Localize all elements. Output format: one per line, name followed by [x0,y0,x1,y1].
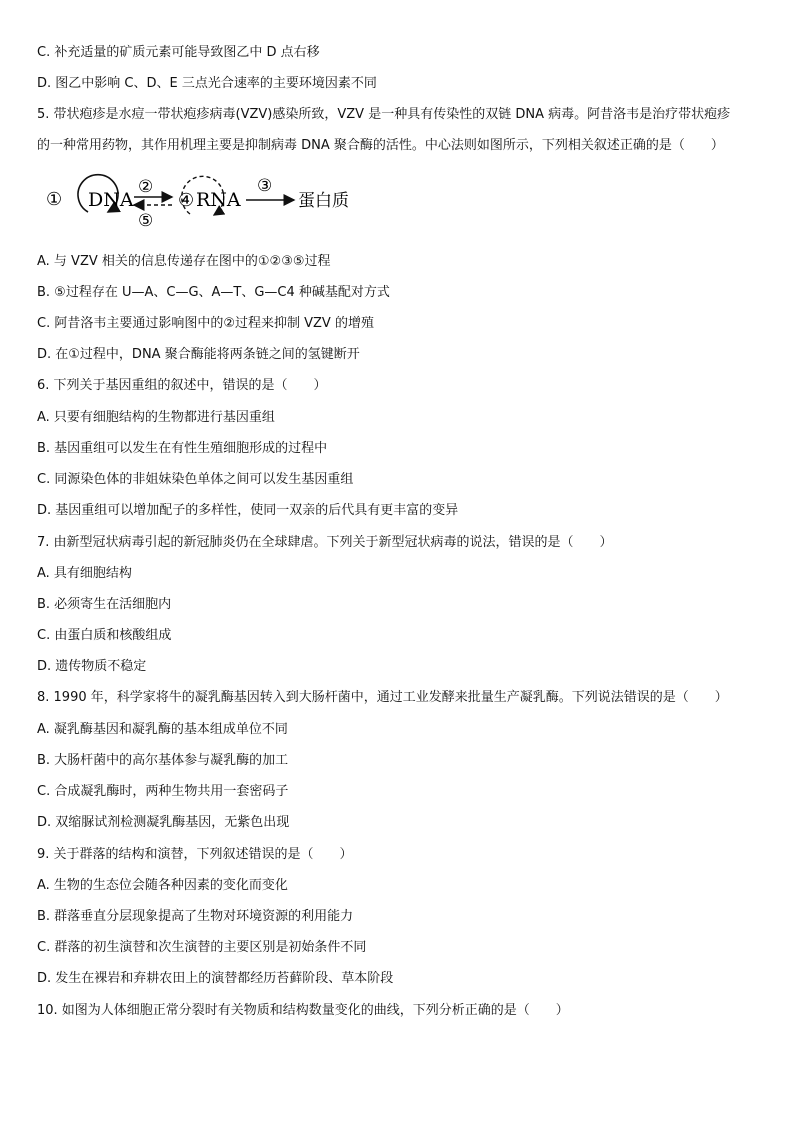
q7-option-b: B. 必须寄生在活细胞内 [37,597,172,612]
q8-option-b: B. 大肠杆菌中的高尔基体参与凝乳酶的加工 [37,753,289,768]
q6-option-b: B. 基因重组可以发生在有性生殖细胞形成的过程中 [37,441,328,456]
q8-option-d: D. 双缩脲试剂检测凝乳酶基因，无紫色出现 [37,815,290,830]
central-dogma-diagram [44,170,374,232]
q7-option-a: A. 具有细胞结构 [37,566,132,581]
q6-option-c: C. 同源染色体的非姐妹染色单体之间可以发生基因重组 [37,472,354,487]
rna-label: RNA [196,189,241,211]
q9-option-d: D. 发生在裸岩和弃耕农田上的演替都经历苔藓阶段、草本阶段 [37,971,394,986]
process-2-label: ② [138,177,154,197]
dna-label: DNA [88,189,134,211]
q8-option-c: C. 合成凝乳酶时，两种生物共用一套密码子 [37,784,289,799]
q7-stem: 7. 由新型冠状病毒引起的新冠肺炎仍在全球肆虐。下列关于新型冠状病毒的说法，错误的是（ ） [37,535,613,550]
q6-option-d: D. 基因重组可以增加配子的多样性，使同一双亲的后代具有更丰富的变异 [37,503,459,518]
q5-stem-line-2: 的一种常用药物，其作用机理主要是抑制病毒 DNA 聚合酶的活性。中心法则如图所示，下列相关叙述正确的是（ ） [37,138,724,153]
process-4-label: ④ [178,190,195,211]
q8-stem: 8. 1990 年，科学家将牛的凝乳酶基因转入到大肠杆菌中，通过工业发酵来批量生产凝乳酶。下列说法错误的是（ ） [37,690,728,705]
q5-stem-line-1: 5. 带状疱疹是水痘一带状疱疹病毒(VZV)感染所致，VZV 是一种具有传染性的双链 DNA 病毒。阿昔洛韦是治疗带状疱疹 [37,107,731,122]
q7-option-c: C. 由蛋白质和核酸组成 [37,628,172,643]
q4-option-d: D. 图乙中影响 C、D、E 三点光合速率的主要环境因素不同 [37,76,377,91]
q8-option-a: A. 凝乳酶基因和凝乳酶的基本组成单位不同 [37,722,288,737]
process-5-label: ⑤ [138,211,154,231]
process-1-label: ① [46,189,63,210]
q9-option-a: A. 生物的生态位会随各种因素的变化而变化 [37,878,288,893]
q5-option-b: B. ⑤过程存在 U—A、C—G、A—T、G—C4 种碱基配对方式 [37,285,390,300]
q5-option-d: D. 在①过程中，DNA 聚合酶能将两条链之间的氢键断开 [37,347,360,362]
q9-option-b: B. 群落垂直分层现象提高了生物对环境资源的利用能力 [37,909,354,924]
q6-stem: 6. 下列关于基因重组的叙述中，错误的是（ ） [37,378,327,393]
q9-stem: 9. 关于群落的结构和演替，下列叙述错误的是（ ） [37,847,353,862]
q7-option-d: D. 遗传物质不稳定 [37,659,147,674]
q5-option-a: A. 与 VZV 相关的信息传递存在图中的①②③⑤过程 [37,254,331,269]
protein-label: 蛋白质 [298,191,349,211]
q10-stem: 10. 如图为人体细胞正常分裂时有关物质和结构数量变化的曲线，下列分析正确的是（ ） [37,1003,569,1018]
process-3-label: ③ [257,176,273,196]
q4-option-c: C. 补充适量的矿质元素可能导致图乙中 D 点右移 [37,45,320,60]
q5-option-c: C. 阿昔洛韦主要通过影响图中的②过程来抑制 VZV 的增殖 [37,316,374,331]
q9-option-c: C. 群落的初生演替和次生演替的主要区别是初始条件不同 [37,940,367,955]
q6-option-a: A. 只要有细胞结构的生物都进行基因重组 [37,410,275,425]
